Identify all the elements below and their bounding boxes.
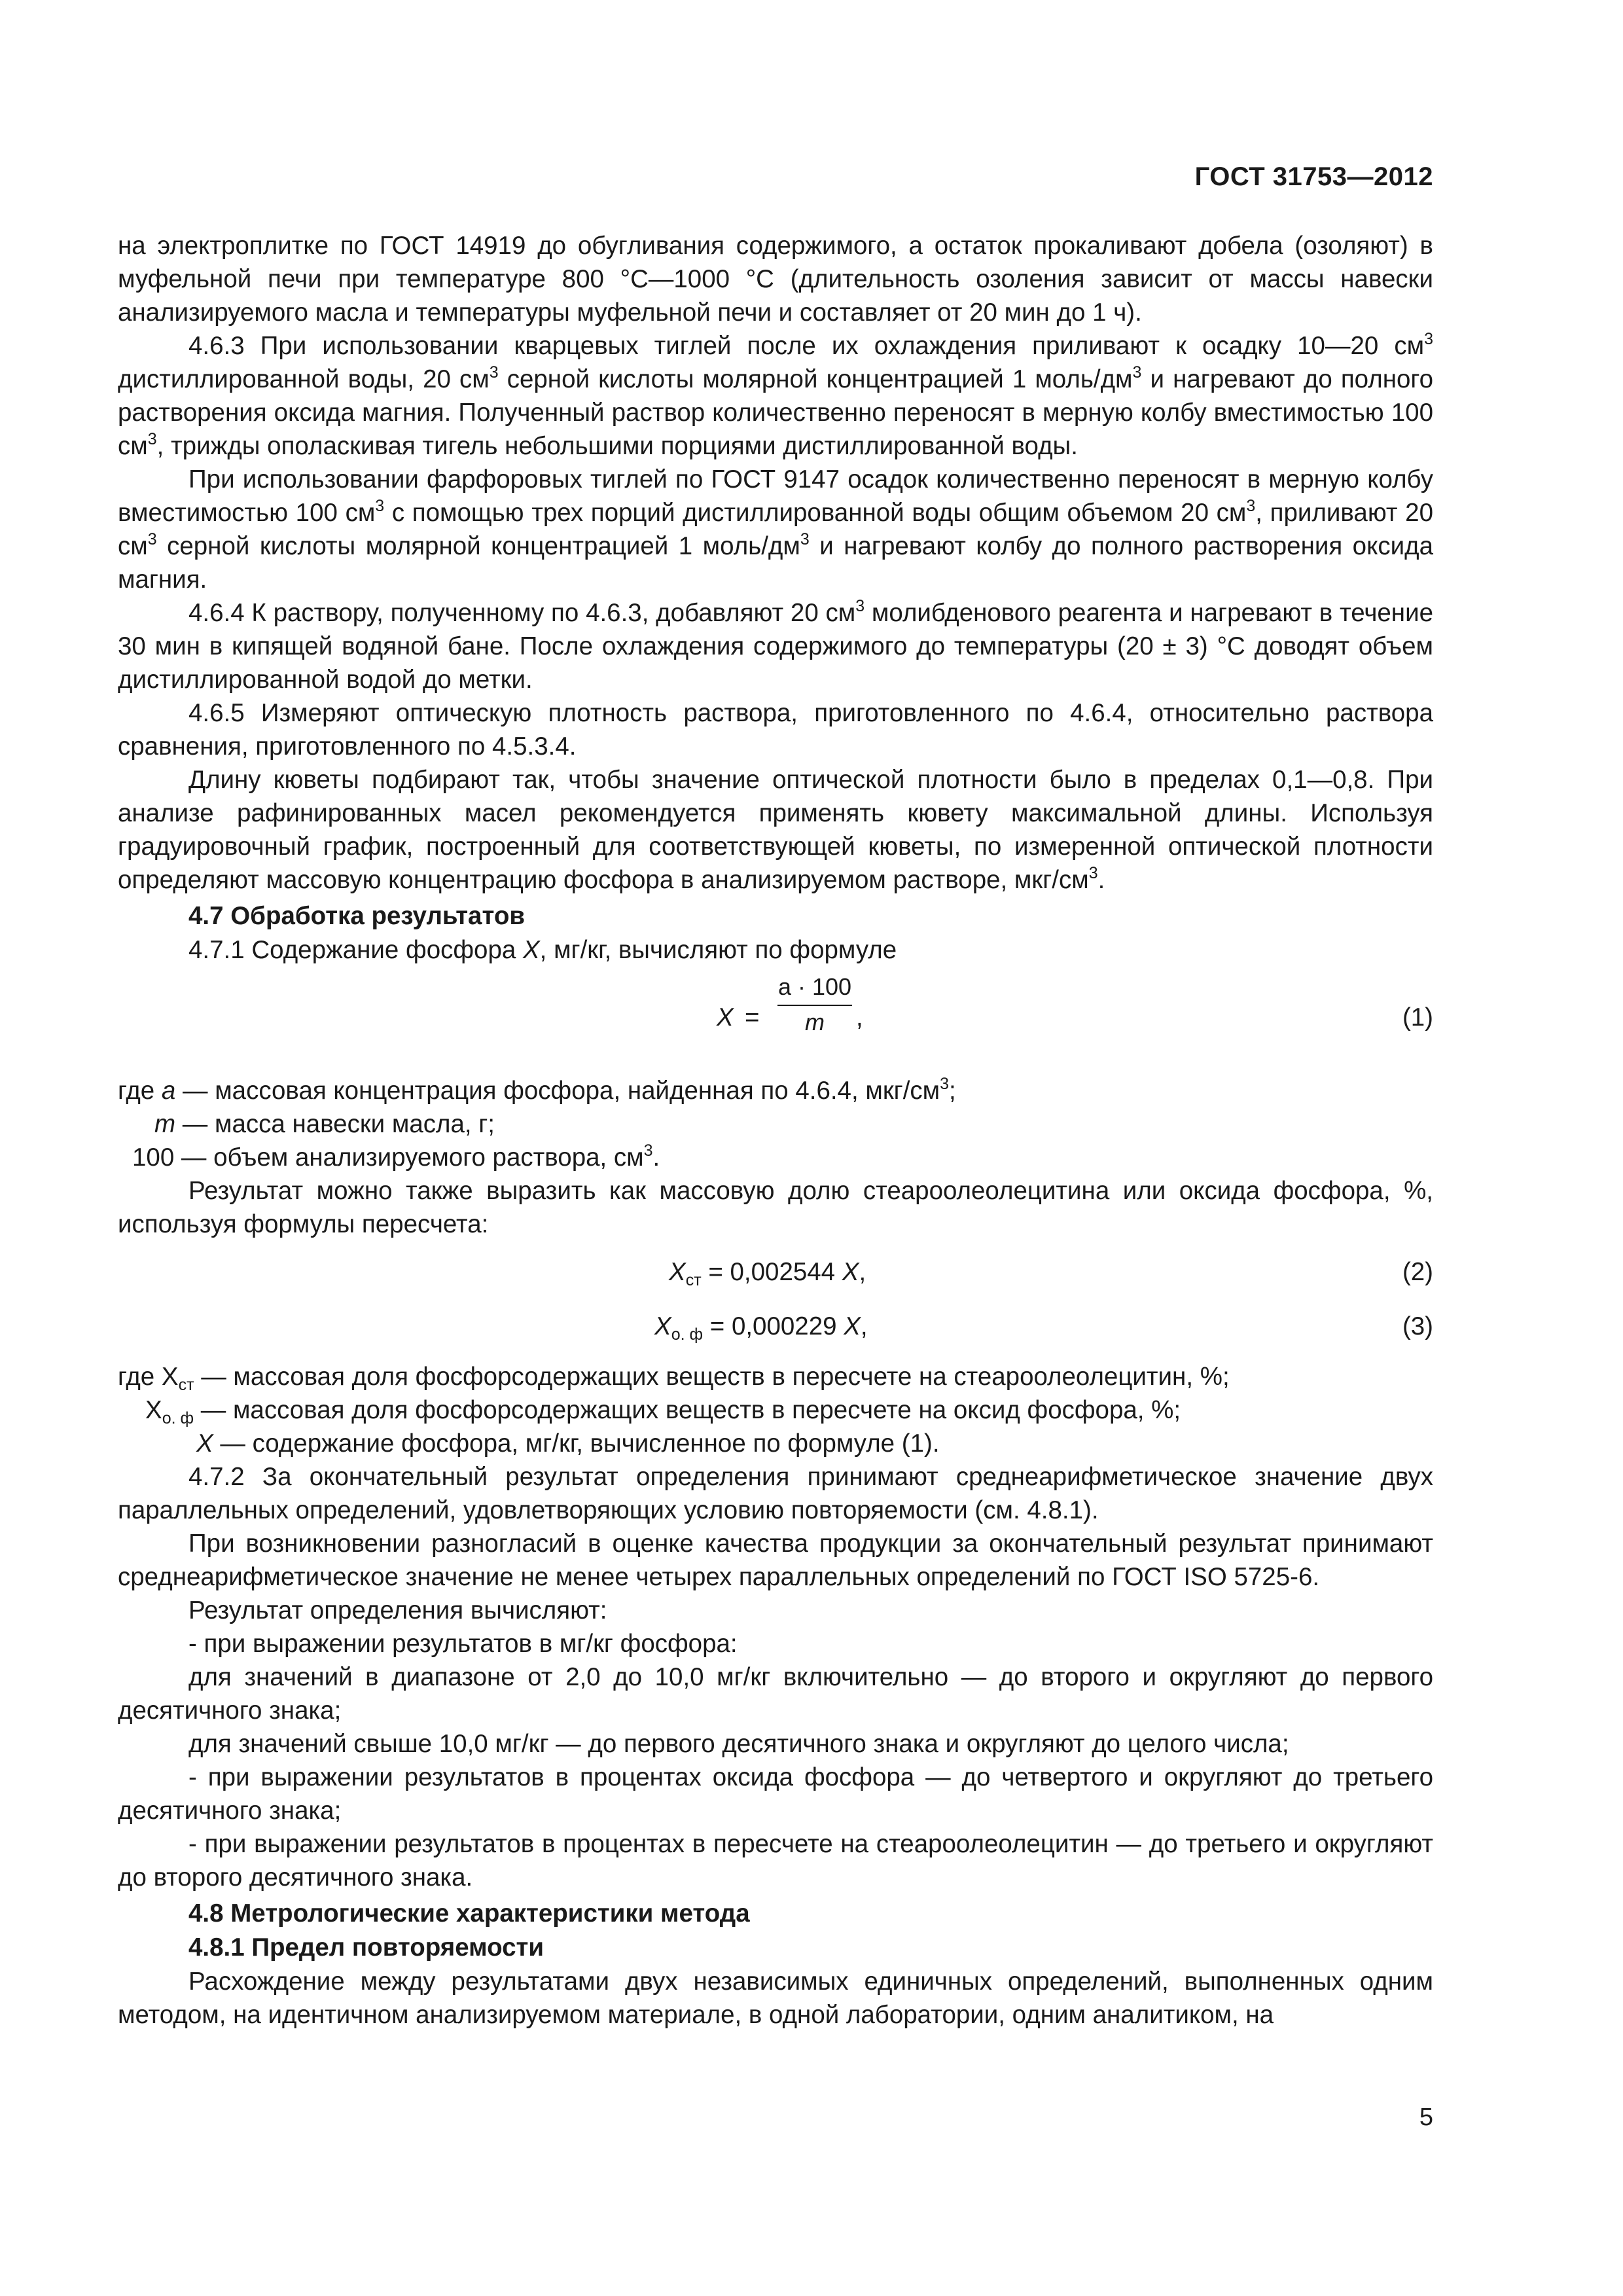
where-line: где a — массовая концентрация фосфора, найденная по 4.6.4, мкг/$см^3$; (118, 1075, 956, 1105)
document-body (118, 229, 1433, 2032)
paragraph: для значений свыше 10,0 мг/кг — до первого десятичного знака и округляют до целого числа; (188, 1730, 1289, 1758)
paragraph: При возникновении разногласий в оценке качества продукции за окончательный результат принимают среднеарифметическое значение не менее четырех параллельных определений по ГОСТ ISO 5725-6. (118, 1530, 1433, 1591)
paragraph-4-6-4: 4.6.4 К раствору, полученному по 4.6.3, добавляют 20 $см^3$ молибденового реагента и нагревают в течение 30 мин в кипящей водяной бане. После охлаждения содержимого до температуры (20 ± 3) °С доводят объем дистиллированной водой до метки. (118, 597, 1433, 694)
paragraph: на электроплитке по ГОСТ 14919 до обугливания содержимого, а остаток прокаливают добела (озоляют) в муфельной печи при температуре 800 °C—1000 °C (длительность озоления зависит от массы навески анализируемого масла и температуры муфельной печи и составляет от 20 мин до 1 ч). (118, 232, 1433, 327)
formula-number: (3) (1402, 1312, 1433, 1340)
list-item: - при выражении результатов в мг/кг фосфора: (188, 1630, 738, 1658)
where-line: 100 — объем анализируемого раствора, $см^3$. (132, 1141, 660, 1172)
fraction: a · 100 m (777, 973, 852, 1035)
list-item: - при выражении результатов в процентах в пересчете на стеароолеолецитин — до третьего и округляют до второго десятичного знака. (118, 1830, 1433, 1892)
formula-number: (1) (1402, 1003, 1433, 1031)
paragraph: Результат определения вычисляют: (188, 1596, 607, 1624)
subsection-heading-4-8-1: 4.8.1 Предел повторяемости (188, 1933, 544, 1962)
paragraph-4-7-1: 4.7.1 Содержание фосфора X, мг/кг, вычисляют по формуле (188, 936, 897, 964)
document-code-header: ГОСТ 31753—2012 (1194, 162, 1433, 191)
page-number: 5 (1419, 2104, 1433, 2131)
section-heading-4-7: 4.7 Обработка результатов (188, 902, 525, 930)
where-line: m — масса навески масла, г; (154, 1110, 495, 1138)
formula-number: (2) (1402, 1258, 1433, 1286)
paragraph: При использовании фарфоровых тиглей по ГОСТ 9147 осадок количественно переносят в мерную колбу вместимостью 100 $см^3$ с помощью трех порций дистиллированной воды общим объемом 20 $см^3$, приливают 20 $см^3$ серной кислоты молярной концентрацией 1 моль/$дм^3$ и нагревают колбу до полного растворения оксида магния. (118, 465, 1433, 594)
paragraph-4-6-5: 4.6.5 Измеряют оптическую плотность раствора, приготовленного по 4.6.4, относительно раствора сравнения, приготовленного по 4.5.3.4. (118, 699, 1433, 761)
where-line: где $X_{ст}$ — массовая доля фосфорсодержащих веществ в пересчете на стеароолеолецитин, %; (118, 1363, 1230, 1394)
formula-1: X = a · 100 m , (1) (118, 971, 1433, 1067)
formula-2: $X_{ст} = 0,002544$ X, (2) (118, 1255, 1433, 1289)
section-heading-4-8: 4.8 Метрологические характеристики метода (188, 1899, 750, 1928)
paragraph: Расхождение между результатами двух независимых единичных определений, выполненных одним методом, на идентичном анализируемом материале, в одной лаборатории, одним аналитиком, на (118, 1967, 1433, 2029)
where-line: X — содержание фосфора, мг/кг, вычисленное по формуле (1). (196, 1429, 940, 1458)
where-line: $X_{о. ф}$ — массовая доля фосфорсодержащих веществ в пересчете на оксид фосфора, %; (145, 1396, 1181, 1427)
paragraph: для значений в диапазоне от 2,0 до 10,0 мг/кг включительно — до второго и округляют до первого десятичного знака; (118, 1663, 1433, 1725)
paragraph: Длину кюветы подбирают так, чтобы значение оптической плотности было в пределах 0,1—0,8. При анализе рафинированных масел рекомендуется применять кювету максимальной длины. Используя градуировочный график, построенный для соответствующей кюветы, по измеренной оптической плотности определяют массовую концентрацию фосфора в анализируемом растворе, мкг/$см^3$. (118, 766, 1433, 894)
formula-3: $X_{о. ф} = 0,000229$ X, (3) (118, 1310, 1433, 1343)
list-item: - при выражении результатов в процентах оксида фосфора — до четвертого и округляют до третьего десятичного знака; (118, 1763, 1433, 1825)
paragraph-4-7-2: 4.7.2 За окончательный результат определения принимают среднеарифметическое значение двух параллельных определений, удовлетворяющих условию повторяемости (см. 4.8.1). (118, 1463, 1433, 1524)
paragraph: Результат можно также выразить как массовую долю стеароолеолецитина или оксида фосфора, %, используя формулы пересчета: (118, 1177, 1433, 1238)
paragraph-4-6-3: 4.6.3 При использовании кварцевых тиглей после их охлаждения приливают к осадку 10—20 $см^3$ дистиллированной воды, 20 $см^3$ серной кислоты молярной концентрацией 1 моль/$дм^3$ и нагревают до полного растворения оксида магния. Полученный раствор количественно переносят в мерную колбу вместимостью 100 $см^3$, трижды ополаскивая тигель небольшими порциями дистиллированной воды. (118, 330, 1433, 460)
